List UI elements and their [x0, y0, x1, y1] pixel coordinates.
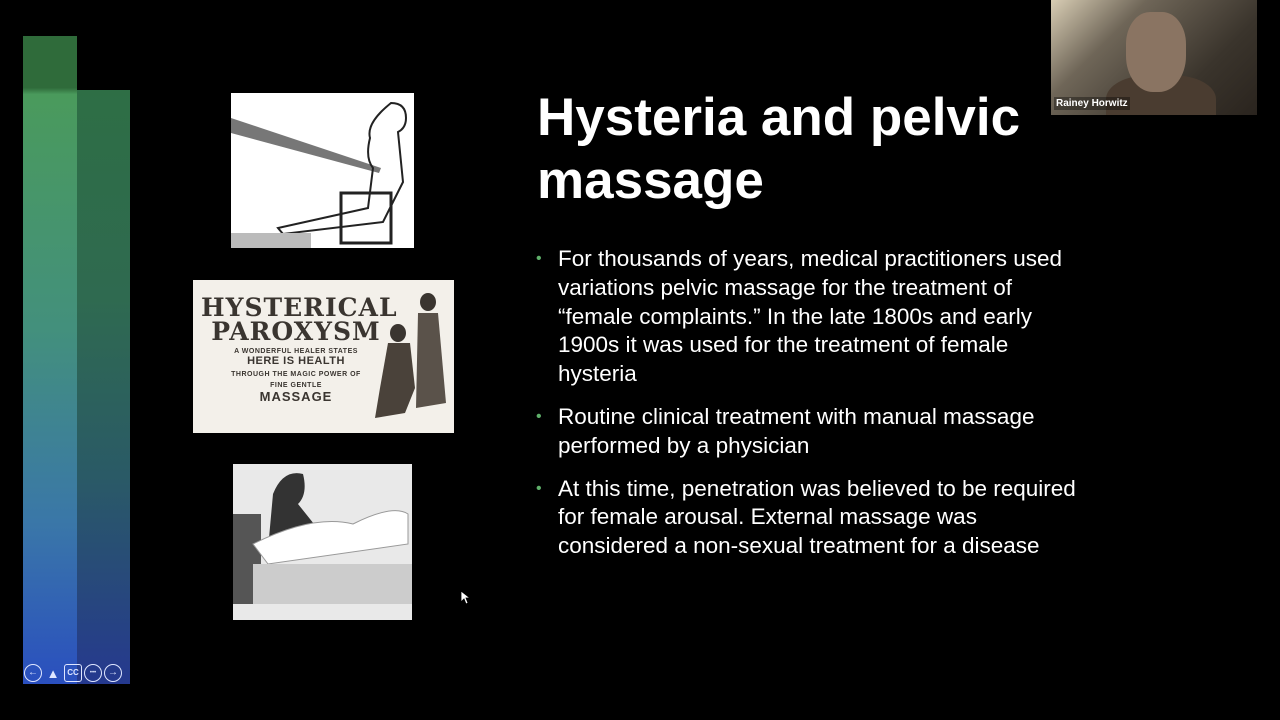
- decorative-bar-left: [23, 36, 77, 684]
- slide-title: Hysteria and pelvic massage: [537, 88, 1021, 210]
- bullet-dot-icon: •: [536, 479, 542, 497]
- laser-pointer-button[interactable]: [44, 664, 62, 682]
- captions-button[interactable]: [64, 664, 82, 682]
- bullet-dot-icon: •: [536, 250, 542, 267]
- arrow-right-icon: →: [108, 667, 118, 678]
- captions-icon: CC: [67, 668, 79, 677]
- arrow-left-icon: ←: [28, 667, 38, 678]
- hysterical-paroxysm-poster: [193, 280, 454, 433]
- more-options-button[interactable]: [84, 664, 102, 682]
- previous-slide-button[interactable]: [24, 664, 42, 682]
- decorative-bar-right: [77, 90, 130, 684]
- participant-face: [1126, 12, 1186, 92]
- bullet-item: • Routine clinical treatment with manual massage performed by a physician: [536, 403, 1035, 458]
- bullet-item: • For thousands of years, medical practitioners used variations pelvic massage for the treatment of “female complaints.” In the late 1800s and early 1900s it was used for the treatment of female hysteria: [536, 246, 1062, 387]
- illustration-water-jet: [231, 93, 414, 248]
- slide-controls: [24, 664, 122, 682]
- pointer-icon: ▲: [46, 665, 60, 681]
- illustration-physician-massage: [233, 464, 412, 620]
- next-slide-button[interactable]: [104, 664, 122, 682]
- participant-video-tile[interactable]: [1051, 0, 1257, 115]
- bullet-list: [536, 245, 1076, 575]
- bullet-item: • At this time, penetration was believed to be required for female arousal. External massage was considered a non-sexual treatment for a disease: [536, 475, 1076, 559]
- poster-text: HYSTERICAL PAROXYSM A WONDERFUL HEALER STATES HERE IS HEALTH THROUGH THE MAGIC POWER OF FINE GENTLE MASSAGE: [201, 293, 398, 404]
- ellipsis-icon: •••: [89, 670, 97, 676]
- participant-name-label: Rainey Horwitz: [1056, 98, 1128, 109]
- bullet-dot-icon: •: [536, 407, 542, 425]
